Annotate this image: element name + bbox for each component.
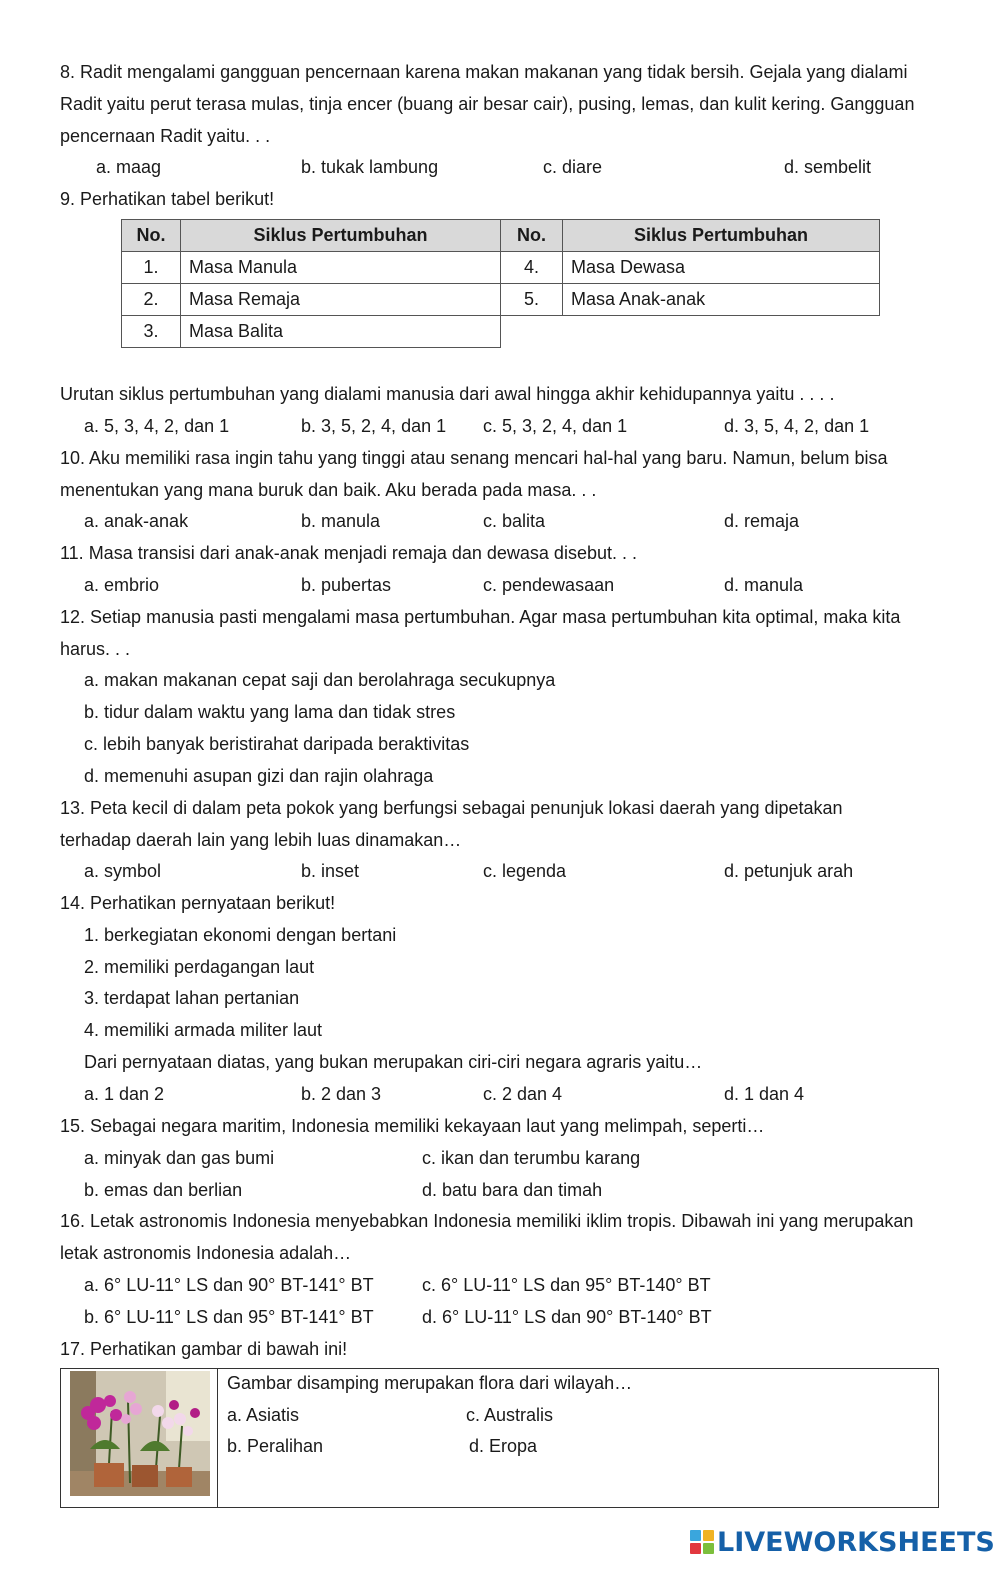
q16-option-a[interactable]: a. 6° LU-11° LS dan 90° BT-141° BT [84, 1275, 374, 1295]
table-cell-empty [563, 316, 880, 348]
q12-option-a[interactable]: a. makan makanan cepat saji dan berolahraga secukupnya [84, 670, 556, 690]
q10-option-d[interactable]: d. remaja [724, 511, 800, 531]
table-header-cell: Siklus Pertumbuhan [181, 220, 501, 252]
table-cell: 5. [501, 284, 563, 316]
q15-line-1: 15. Sebagai negara maritim, Indonesia memiliki kekayaan laut yang melimpah, seperti… [60, 1116, 765, 1136]
q12-line-1: 12. Setiap manusia pasti mengalami masa pertumbuhan. Agar masa pertumbuhan kita optimal, maka kita [60, 607, 901, 627]
table-cell-empty [501, 316, 563, 348]
q10-line-1: 10. Aku memiliki rasa ingin tahu yang tinggi atau senang mencari hal-hal yang baru. Namun, belum bisa [60, 448, 888, 468]
growth-cycle-table [121, 219, 880, 348]
q11-line-1: 11. Masa transisi dari anak-anak menjadi remaja dan dewasa disebut. . . [60, 543, 637, 563]
q15-option-d[interactable]: d. batu bara dan timah [422, 1180, 603, 1200]
q10-option-a[interactable]: a. anak-anak [84, 511, 189, 531]
q13-option-a[interactable]: a. symbol [84, 861, 162, 881]
q9-prompt: Urutan siklus pertumbuhan yang dialami manusia dari awal hingga akhir kehidupannya yaitu . . . . [60, 384, 835, 404]
q11-option-a[interactable]: a. embrio [84, 575, 160, 595]
q8-option-c[interactable]: c. diare [543, 157, 603, 177]
q17-option-b[interactable]: b. Peralihan [227, 1436, 324, 1456]
q17-question: 17. Perhatikan gambar di bawah ini! [60, 1339, 348, 1359]
table-cell: 3. [122, 316, 181, 348]
q15-option-a[interactable]: a. minyak dan gas bumi [84, 1148, 275, 1168]
q17-option-c[interactable]: c. Australis [466, 1405, 554, 1425]
table-header-cell: No. [122, 220, 181, 252]
q11-option-d[interactable]: d. manula [724, 575, 804, 595]
table-cell: 4. [501, 252, 563, 284]
q14-option-b[interactable]: b. 2 dan 3 [301, 1084, 382, 1104]
logo-tiles-icon [690, 1530, 714, 1554]
q10-option-c[interactable]: c. balita [483, 511, 546, 531]
q13-option-c[interactable]: c. legenda [483, 861, 567, 881]
table-row [122, 252, 880, 284]
table-cell: Masa Balita [181, 316, 501, 348]
table-row [122, 284, 880, 316]
q8-option-d[interactable]: d. sembelit [784, 157, 872, 177]
table-header-cell: Siklus Pertumbuhan [563, 220, 880, 252]
q8-line-1: 8. Radit mengalami gangguan pencernaan karena makan makanan yang tidak bersih. Gejala yang dialami [60, 62, 908, 82]
table-cell: Masa Dewasa [563, 252, 880, 284]
q9-option-d[interactable]: d. 3, 5, 4, 2, dan 1 [724, 416, 870, 436]
q11-option-b[interactable]: b. pubertas [301, 575, 392, 595]
q11-option-c[interactable]: c. pendewasaan [483, 575, 615, 595]
q13-line-2: terhadap daerah lain yang lebih luas dinamakan… [60, 830, 462, 850]
q17-box-divider [217, 1369, 218, 1507]
q14-prompt: Dari pernyataan diatas, yang bukan merupakan ciri-ciri negara agraris yaitu… [84, 1052, 703, 1072]
q14-option-c[interactable]: c. 2 dan 4 [483, 1084, 563, 1104]
q14-option-d[interactable]: d. 1 dan 4 [724, 1084, 805, 1104]
q14-question: 14. Perhatikan pernyataan berikut! [60, 893, 336, 913]
q13-option-d[interactable]: d. petunjuk arah [724, 861, 854, 881]
q17-box [60, 1368, 939, 1508]
liveworksheets-logo[interactable] [690, 1527, 995, 1557]
q16-option-b[interactable]: b. 6° LU-11° LS dan 95° BT-141° BT [84, 1307, 374, 1327]
q16-line-2: letak astronomis Indonesia adalah… [60, 1243, 352, 1263]
q8-line-3: pencernaan Radit yaitu. . . [60, 126, 271, 146]
q9-option-a[interactable]: a. 5, 3, 4, 2, dan 1 [84, 416, 230, 436]
q12-option-d[interactable]: d. memenuhi asupan gizi dan rajin olahraga [84, 766, 434, 786]
table-cell: Masa Manula [181, 252, 501, 284]
q17-option-a[interactable]: a. Asiatis [227, 1405, 300, 1425]
q14-option-a[interactable]: a. 1 dan 2 [84, 1084, 165, 1104]
q9-option-c[interactable]: c. 5, 3, 2, 4, dan 1 [483, 416, 628, 436]
q16-option-c[interactable]: c. 6° LU-11° LS dan 95° BT-140° BT [422, 1275, 711, 1295]
q14-statement-3: 3. terdapat lahan pertanian [84, 988, 300, 1008]
q15-option-b[interactable]: b. emas dan berlian [84, 1180, 243, 1200]
table-cell: Masa Anak-anak [563, 284, 880, 316]
table-cell: 1. [122, 252, 181, 284]
table-header-cell: No. [501, 220, 563, 252]
table-header-row [122, 220, 880, 252]
q13-option-b[interactable]: b. inset [301, 861, 360, 881]
q14-statement-4: 4. memiliki armada militer laut [84, 1020, 323, 1040]
q12-line-2: harus. . . [60, 639, 131, 659]
q17-option-d[interactable]: d. Eropa [469, 1436, 538, 1456]
q13-line-1: 13. Peta kecil di dalam peta pokok yang berfungsi sebagai penunjuk lokasi daerah yang dipetakan [60, 798, 843, 818]
table-row [122, 316, 880, 348]
q14-statement-1: 1. berkegiatan ekonomi dengan bertani [84, 925, 397, 945]
q16-line-1: 16. Letak astronomis Indonesia menyebabkan Indonesia memiliki iklim tropis. Dibawah ini yang merupakan [60, 1211, 914, 1231]
q8-line-2: Radit yaitu perut terasa mulas, tinja encer (buang air besar cair), pusing, lemas, dan kulit kering. Gangguan [60, 94, 915, 114]
q14-statement-2: 2. memiliki perdagangan laut [84, 957, 315, 977]
q9-option-b[interactable]: b. 3, 5, 2, 4, dan 1 [301, 416, 447, 436]
q15-option-c[interactable]: c. ikan dan terumbu karang [422, 1148, 641, 1168]
q10-line-2: menentukan yang mana buruk dan baik. Aku berada pada masa. . . [60, 480, 597, 500]
q8-option-b[interactable]: b. tukak lambung [301, 157, 439, 177]
table-cell: 2. [122, 284, 181, 316]
q17-prompt: Gambar disamping merupakan flora dari wilayah… [227, 1373, 633, 1393]
q10-option-b[interactable]: b. manula [301, 511, 381, 531]
q12-option-c[interactable]: c. lebih banyak beristirahat daripada beraktivitas [84, 734, 470, 754]
orchid-photo [70, 1371, 210, 1496]
table-cell: Masa Remaja [181, 284, 501, 316]
q12-option-b[interactable]: b. tidur dalam waktu yang lama dan tidak stres [84, 702, 456, 722]
q9-question: 9. Perhatikan tabel berikut! [60, 189, 275, 209]
q8-option-a[interactable]: a. maag [96, 157, 162, 177]
q16-option-d[interactable]: d. 6° LU-11° LS dan 90° BT-140° BT [422, 1307, 712, 1327]
logo-text: LIVEWORKSHEETS [717, 1526, 995, 1558]
